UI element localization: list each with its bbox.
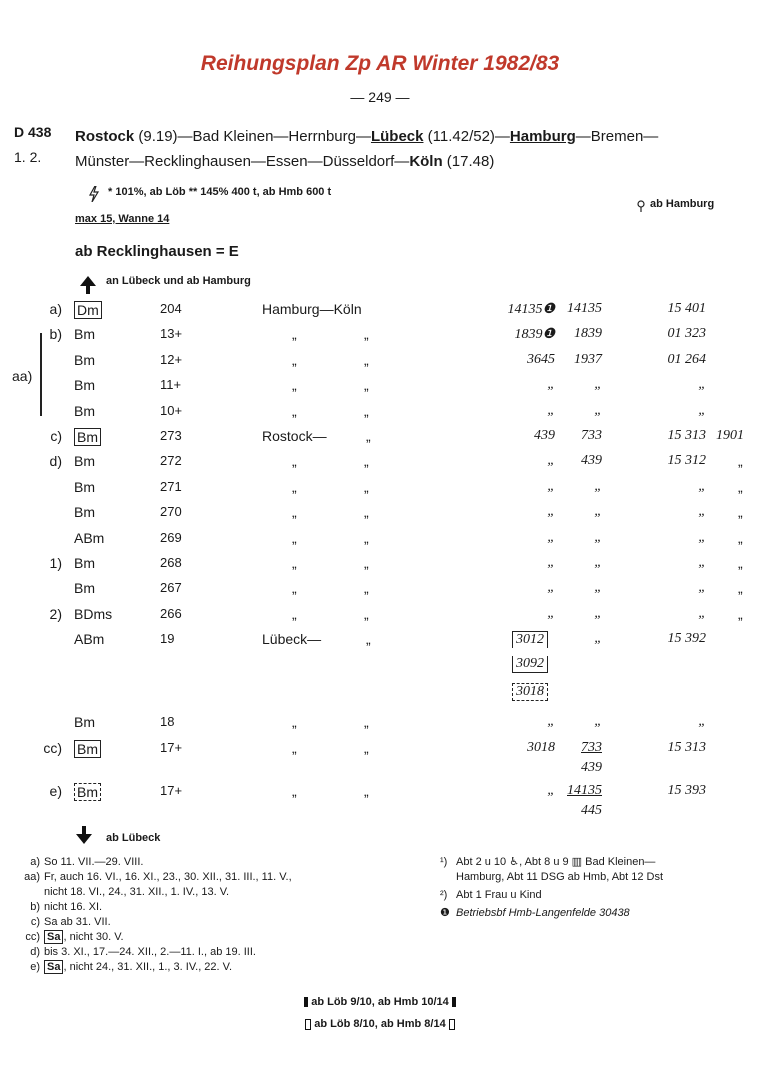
- ditto-mark: „: [364, 351, 369, 368]
- value-1: „: [547, 402, 555, 418]
- route-line-2: [75, 149, 658, 174]
- ditto-mark: „: [292, 453, 297, 470]
- value-4: „: [738, 529, 743, 546]
- ditto-mark: „: [364, 402, 369, 419]
- value-2: „: [594, 555, 602, 570]
- value-3: 15 313: [667, 740, 706, 755]
- value-3: 15 393: [667, 783, 706, 798]
- table-row: [0, 631, 760, 655]
- saturday-badge: Sa: [44, 930, 63, 944]
- car-number: 18: [160, 714, 175, 729]
- car-route: Hamburg—Köln: [262, 301, 362, 317]
- car-route: Lübeck—: [262, 631, 322, 648]
- ditto-mark: „: [292, 740, 297, 756]
- car-number: 268: [160, 555, 182, 570]
- bottom-line-2: [0, 1017, 760, 1032]
- footnote-line: [440, 870, 663, 885]
- value-3: 01 264: [667, 351, 706, 367]
- value-2: „: [594, 605, 602, 621]
- footnote-text: nicht 18. VI., 24., 31. XII., 1. IV., 13. V.: [44, 886, 230, 898]
- value-2: „: [594, 402, 602, 418]
- ditto-mark: „: [364, 714, 369, 730]
- value-2: „: [594, 377, 602, 393]
- value-3: 15 392: [667, 631, 706, 647]
- footnote-key: aa): [24, 871, 40, 883]
- car-type: Bm: [74, 740, 101, 758]
- row-mark: cc): [43, 740, 62, 756]
- page-number: — 249 —: [350, 89, 410, 105]
- footnote-line: [0, 960, 292, 975]
- train-route: [75, 124, 658, 174]
- ditto-mark: „: [364, 529, 369, 546]
- footnote-key: a): [30, 856, 40, 868]
- bottom-text-2: ab Löb 8/10, ab Hmb 8/14: [314, 1018, 446, 1030]
- value-1: 3645: [527, 351, 555, 367]
- route-segment: (9.19)—Bad Kleinen—Herrnburg—: [134, 128, 371, 145]
- value-3: „: [698, 377, 706, 393]
- solid-bar-icon: [304, 997, 308, 1007]
- row-mark: d): [49, 453, 62, 470]
- ditto-mark: „: [364, 605, 369, 622]
- table-row: [0, 377, 760, 401]
- car-type: BDms: [74, 605, 113, 622]
- footnote-line: [440, 855, 663, 870]
- ditto-mark: „: [292, 580, 297, 597]
- table-row: [0, 740, 760, 775]
- route-hamburg: Hamburg: [509, 128, 576, 145]
- train-id: D 438: [14, 124, 52, 140]
- value-3: „: [698, 529, 706, 545]
- value-1: „: [547, 478, 555, 494]
- route-segment: (11.42/52)—: [423, 128, 510, 145]
- ditto-mark: „: [292, 555, 297, 571]
- car-number: 17+: [160, 783, 183, 798]
- car-number: 267: [160, 580, 182, 596]
- value-4: „: [738, 605, 743, 622]
- open-bar-icon: [449, 1019, 455, 1030]
- ditto-mark: „: [292, 783, 297, 799]
- car-type: Bm: [74, 504, 95, 521]
- car-number: 273: [160, 428, 182, 443]
- table-row: [0, 301, 760, 325]
- page-title: Reihungsplan Zp AR Winter 1982/83: [200, 52, 560, 75]
- car-type: Dm: [74, 301, 102, 319]
- footnote-text: Hamburg, Abt 11 DSG ab Hmb, Abt 12 Dst: [456, 871, 664, 883]
- ditto-mark: „: [292, 402, 297, 419]
- right-note: ab Hamburg: [650, 198, 715, 210]
- footnotes-right: [440, 855, 663, 921]
- footnote-text: Abt 2 u 10 ♿, Abt 8 u 9 ▥ Bad Kleinen—: [456, 856, 656, 868]
- row-mark: b): [49, 326, 62, 343]
- arrow-up-icon: [80, 276, 96, 299]
- value-2: „: [594, 478, 602, 494]
- value-2-below: 439: [581, 760, 602, 775]
- car-number: 19: [160, 631, 175, 647]
- value-1: „: [547, 529, 555, 545]
- ditto-mark: „: [364, 555, 369, 571]
- route-segment: —Bremen—: [575, 128, 659, 145]
- footnote-line: [440, 888, 663, 903]
- group-label: aa): [12, 368, 33, 384]
- row-mark: c): [50, 428, 62, 444]
- value-1: „: [547, 783, 555, 798]
- table-row: [0, 504, 760, 528]
- footnote-key: e): [30, 961, 40, 973]
- value-2: 14135: [567, 783, 602, 798]
- car-number: 10+: [160, 402, 183, 418]
- car-type: Bm: [74, 428, 101, 446]
- row-mark: 2): [49, 605, 62, 622]
- row-mark: e): [49, 783, 62, 799]
- max-note: max 15, Wanne 14: [75, 213, 170, 225]
- table-row: [0, 606, 760, 630]
- value-2: „: [594, 631, 602, 647]
- value-3: „: [698, 402, 706, 418]
- value-3: „: [698, 580, 706, 596]
- footnote-key: ¹): [440, 856, 448, 868]
- footnotes-left: [0, 855, 292, 975]
- footnote-key: cc): [25, 931, 40, 943]
- ditto-mark: „: [364, 326, 369, 343]
- car-type: Bm: [74, 402, 95, 419]
- abm19-extra-1: 3092: [512, 656, 548, 673]
- footnote-text: Abt 1 Frau u Kind: [456, 889, 542, 901]
- car-type: Bm: [74, 377, 95, 394]
- value-2: „: [594, 714, 602, 729]
- footnote-line: [0, 930, 292, 945]
- table-row: [0, 714, 760, 738]
- row-mark: a): [49, 301, 62, 317]
- car-number: 13+: [160, 326, 183, 342]
- car-number: 270: [160, 504, 182, 520]
- footnote-text: Sa ab 31. VII.: [44, 916, 111, 928]
- ditto-mark: „: [364, 740, 369, 756]
- open-bar-icon: [305, 1019, 311, 1030]
- car-number: 266: [160, 605, 182, 621]
- arrow-down-label: ab Lübeck: [106, 832, 161, 844]
- table-row: [0, 479, 760, 503]
- car-number: 271: [160, 478, 182, 494]
- footnote-key: ²): [440, 889, 448, 901]
- arrow-down-icon: [76, 826, 92, 849]
- value-2: 733: [581, 428, 602, 443]
- value-1: 14135❶: [507, 302, 555, 317]
- saturday-badge: Sa: [44, 960, 63, 974]
- value-3: „: [698, 714, 706, 729]
- route-destination: Köln: [409, 153, 443, 170]
- car-type: ABm: [74, 529, 105, 546]
- route-line-1: [75, 124, 658, 149]
- car-type: Bm: [74, 555, 95, 571]
- car-number: 11+: [160, 377, 182, 393]
- value-4: „: [738, 453, 743, 470]
- value-2: 14135: [567, 301, 602, 316]
- value-2: „: [594, 504, 602, 520]
- car-number: 17+: [160, 740, 183, 755]
- ditto-mark: „: [292, 529, 297, 546]
- value-2: „: [594, 529, 602, 545]
- value-1: „: [547, 555, 555, 570]
- ditto-mark: „: [366, 631, 371, 648]
- footnote-key: ❶: [440, 907, 450, 919]
- section-heading: ab Recklinghausen = E: [75, 243, 239, 260]
- car-route: Rostock—: [262, 428, 327, 444]
- value-3: „: [698, 478, 706, 494]
- footnote-line: [440, 906, 663, 921]
- ditto-mark: „: [364, 504, 369, 521]
- table-row: [0, 403, 760, 427]
- value-3: „: [698, 504, 706, 520]
- footnote-text: , nicht 24., 31. XII., 1., 3. IV., 22. V.: [63, 961, 233, 973]
- table-row: [0, 580, 760, 604]
- value-1: „: [547, 714, 555, 729]
- ditto-mark: „: [292, 351, 297, 368]
- table-row: [0, 530, 760, 554]
- value-3: „: [698, 555, 706, 570]
- ditto-mark: „: [292, 504, 297, 521]
- footnote-key: d): [30, 946, 40, 958]
- route-segment: Münster—Recklinghausen—Essen—Düsseldorf—: [75, 153, 410, 170]
- footnote-text: So 11. VII.—29. VIII.: [44, 856, 144, 868]
- car-type: Bm: [74, 478, 95, 495]
- value-1: 3012: [512, 631, 548, 648]
- value-2: 1839: [574, 326, 602, 342]
- footnote-text: nicht 16. XI.: [44, 901, 103, 913]
- car-number: 272: [160, 453, 182, 469]
- car-type: Bm: [74, 453, 95, 470]
- bottom-line-1: [0, 995, 760, 1010]
- arrow-up-label: an Lübeck und ab Hamburg: [106, 275, 251, 287]
- car-type: ABm: [74, 631, 105, 648]
- loco-note: * 101%, ab Löb ** 145% 400 t, ab Hmb 600 t: [108, 186, 332, 198]
- car-number: 269: [160, 529, 182, 545]
- value-4: „: [738, 478, 743, 495]
- car-number: 204: [160, 301, 182, 316]
- value-2: „: [594, 580, 602, 596]
- car-type: Bm: [74, 714, 95, 730]
- car-type: Bm: [74, 351, 95, 368]
- train-classes: 1. 2.: [14, 149, 42, 165]
- ditto-mark: „: [364, 478, 369, 495]
- value-1: 3018: [527, 740, 555, 755]
- value-2: 1937: [574, 351, 602, 367]
- ditto-mark: „: [292, 605, 297, 622]
- footnote-text: , nicht 30. V.: [63, 931, 124, 943]
- ditto-mark: „: [364, 580, 369, 597]
- ditto-mark: „: [364, 453, 369, 470]
- lightning-icon: [88, 186, 100, 207]
- value-3: „: [698, 605, 706, 621]
- footnote-text: Fr, auch 16. VI., 16. XI., 23., 30. XII., 31. III., 11. V.,: [44, 871, 292, 883]
- footnote-text: bis 3. XI., 17.—24. XII., 2.—11. I., ab 19. III.: [44, 946, 256, 958]
- value-1: „: [547, 580, 555, 596]
- footnote-line: [0, 900, 292, 915]
- route-segment: (17.48): [442, 153, 495, 170]
- value-2: 439: [581, 453, 602, 469]
- value-4: „: [738, 504, 743, 521]
- value-1: „: [547, 377, 555, 393]
- value-4: 1901: [716, 428, 744, 443]
- footnote-line: [0, 945, 292, 960]
- table-row: [0, 555, 760, 579]
- value-3: 15 312: [667, 453, 706, 469]
- abm19-extra-2: 3018: [512, 683, 548, 701]
- footnote-line: [0, 885, 292, 900]
- route-origin: Rostock: [75, 128, 135, 145]
- table-row: [0, 783, 760, 818]
- value-3: 15 401: [667, 301, 706, 316]
- ditto-mark: „: [292, 326, 297, 343]
- bottom-text-1: ab Löb 9/10, ab Hmb 10/14: [311, 996, 449, 1008]
- ditto-mark: „: [292, 714, 297, 730]
- value-3: 15 313: [667, 428, 706, 443]
- car-type: Bm: [74, 326, 95, 343]
- footnote-text: Betriebsbf Hmb-Langenfelde 30438: [456, 907, 630, 919]
- value-3: 01 323: [667, 326, 706, 342]
- service-icon: [636, 199, 646, 217]
- car-type: Bm: [74, 580, 95, 597]
- footnote-line: [0, 915, 292, 930]
- footnote-key: c): [30, 916, 40, 928]
- table-row: [0, 428, 760, 452]
- value-4: „: [738, 580, 743, 597]
- value-4: „: [738, 555, 743, 571]
- ditto-mark: „: [292, 478, 297, 495]
- footnote-line: [0, 855, 292, 870]
- value-1: „: [547, 605, 555, 621]
- ditto-mark: „: [364, 783, 369, 799]
- value-1: 439: [534, 428, 555, 443]
- solid-bar-icon: [452, 997, 456, 1007]
- value-2: 733: [581, 740, 602, 755]
- value-1: „: [547, 453, 555, 469]
- row-mark: 1): [49, 555, 62, 571]
- route-luebeck: Lübeck: [370, 128, 424, 145]
- table-row: [0, 453, 760, 477]
- value-2-below: 445: [581, 803, 602, 818]
- footnote-key: b): [30, 901, 40, 913]
- ditto-mark: „: [364, 377, 369, 394]
- value-1: „: [547, 504, 555, 520]
- footnote-line: [0, 870, 292, 885]
- value-1: 1839❶: [514, 327, 555, 343]
- table-row: [0, 326, 760, 350]
- car-number: 12+: [160, 351, 183, 367]
- ditto-mark: „: [292, 377, 297, 394]
- table-row: [0, 352, 760, 376]
- ditto-mark: „: [366, 428, 371, 444]
- car-type: Bm: [74, 783, 101, 801]
